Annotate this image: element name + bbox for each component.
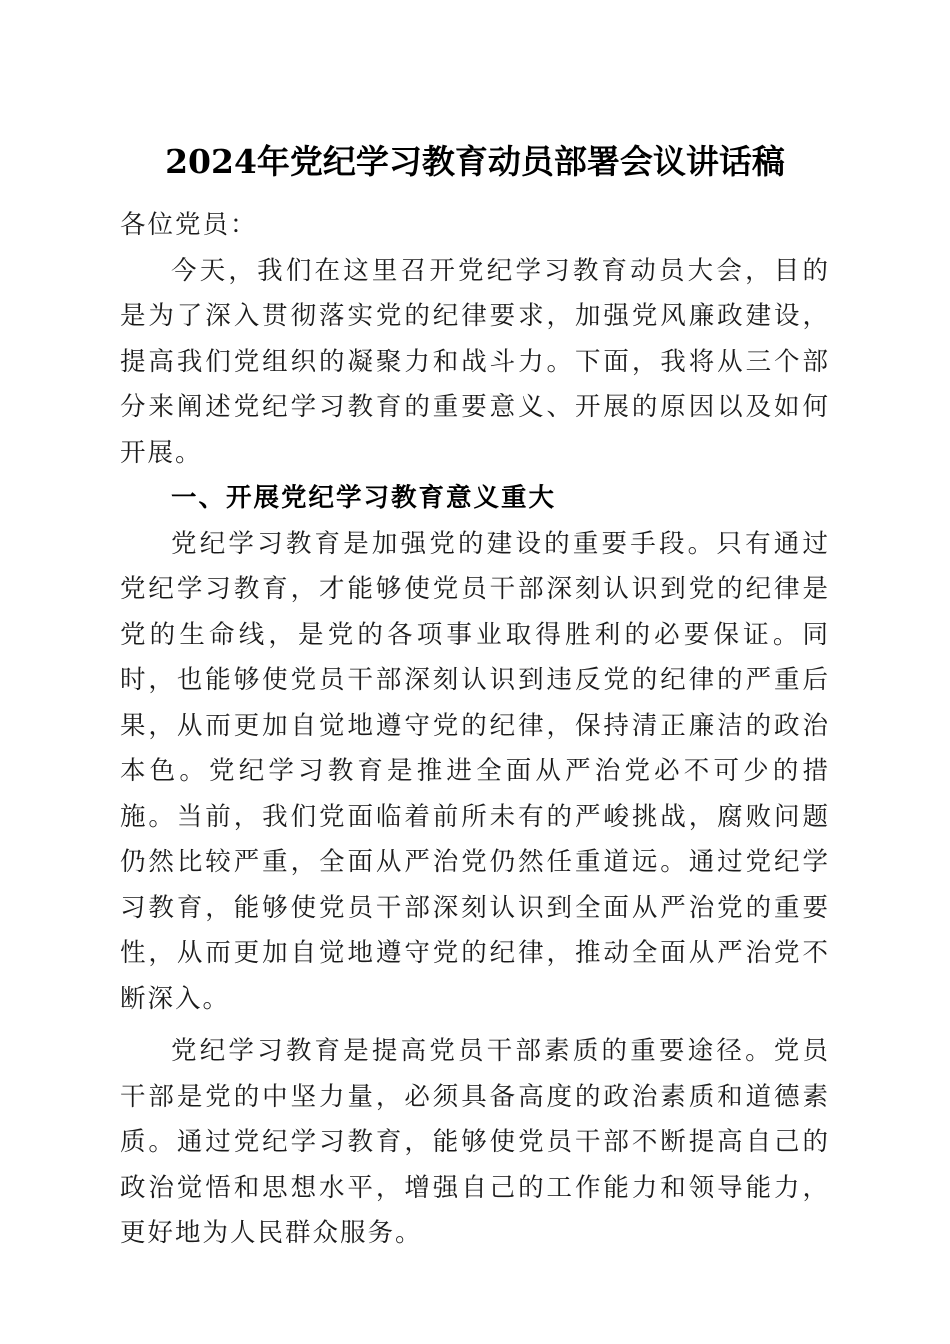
section-1-heading: 一、开展党纪学习教育意义重大 bbox=[171, 483, 557, 513]
document-body bbox=[120, 203, 830, 1257]
section-1-paragraph-2: 党纪学习教育是提高党员干部素质的重要途径。党员干部是党的中坚力量，必须具备高度的政治素质和道德素质。通过党纪学习教育，能够使党员干部不断提高自己的政治觉悟和思想水平，增强自己的工作能力和领导能力，更好地为人民群众服务。 bbox=[120, 1036, 830, 1248]
salutation: 各位党员： bbox=[120, 210, 258, 240]
document-title: 2024年党纪学习教育动员部署会议讲话稿 bbox=[165, 142, 785, 181]
section-1-paragraph-1: 党纪学习教育是加强党的建设的重要手段。只有通过党纪学习教育，才能够使党员干部深刻认识到党的纪律是党的生命线，是党的各项事业取得胜利的必要保证。同时，也能够使党员干部深刻认识到违反党的纪律的严重后果，从而更加自觉地遵守党的纪律，保持清正廉洁的政治本色。党纪学习教育是推进全面从严治党必不可少的措施。当前，我们党面临着前所未有的严峻挑战，腐败问题仍然比较严重，全面从严治党仍然任重道远。通过党纪学习教育，能够使党员干部深刻认识到全面从严治党的重要性，从而更加自觉地遵守党的纪律，推动全面从严治党不断深入。 bbox=[120, 528, 830, 1014]
intro-paragraph: 今天，我们在这里召开党纪学习教育动员大会，目的是为了深入贯彻落实党的纪律要求，加强党风廉政建设，提高我们党组织的凝聚力和战斗力。下面，我将从三个部分来阐述党纪学习教育的重要意义、开展的原因以及如何开展。 bbox=[120, 255, 830, 468]
